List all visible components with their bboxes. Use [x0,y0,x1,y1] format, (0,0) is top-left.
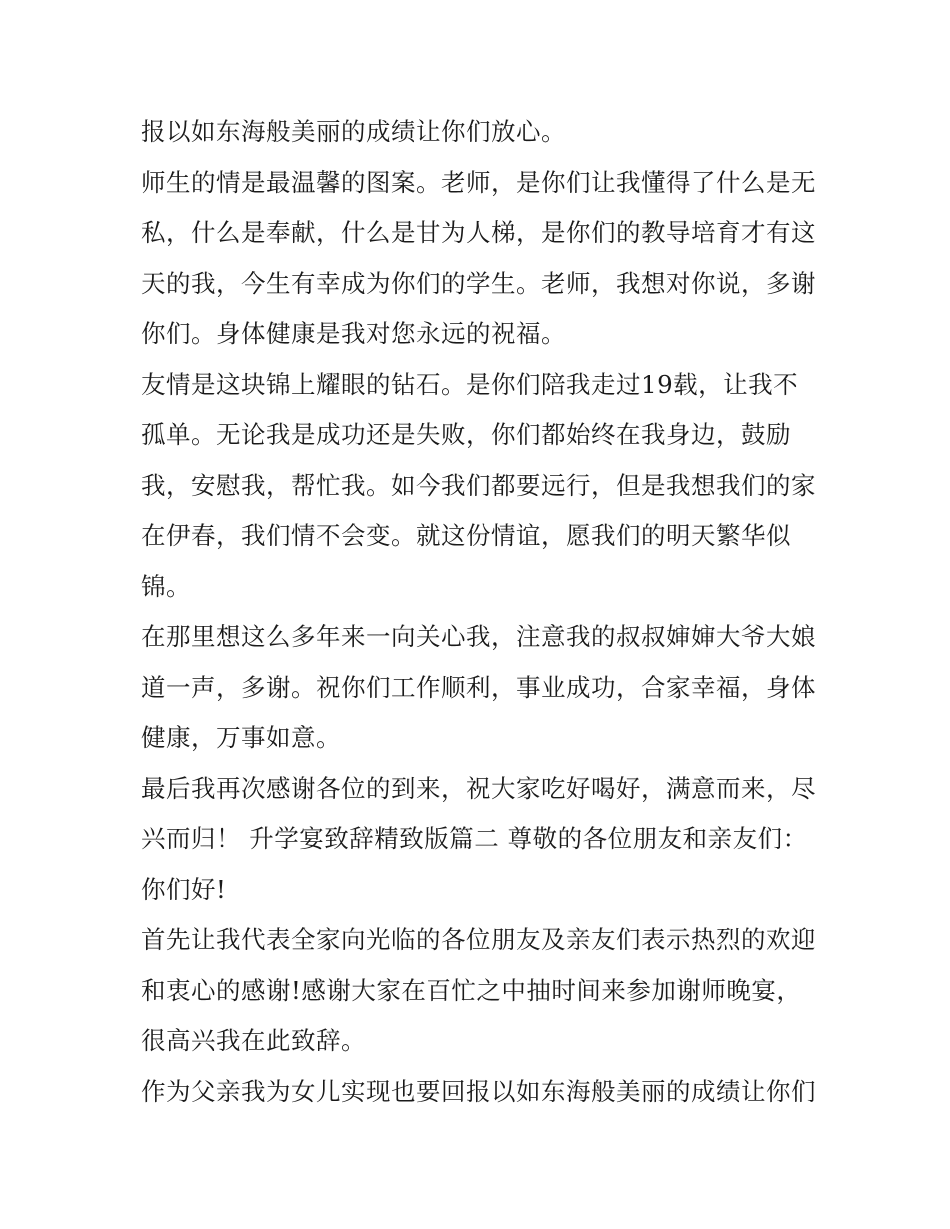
text-line: 私，什么是奉献，什么是甘为人梯，是你们的教导培育才有这 [141,218,816,247]
text-line: 首先让我代表全家向光临的各位朋友及亲友们表示热烈的欢迎 [141,925,816,954]
text-line: 报以如东海般美丽的成绩让你们放心。 [141,117,566,146]
text-line: 健康，万事如意。 [141,723,341,752]
text-line: 兴而归！ 升学宴致辞精致版篇二 尊敬的各位朋友和亲友们： [141,824,808,853]
text-line: 师生的情是最温馨的图案。老师，是你们让我懂得了什么是无 [141,167,816,197]
document-body [141,107,821,1117]
text-line: 在伊春，我们情不会变。就这份情谊，愿我们的明天繁华似 [141,521,791,550]
text-line: 在那里想这么多年来一向关心我，注意我的叔叔婶婶大爷大娘 [141,622,816,651]
text-line: 道一声，多谢。祝你们工作顺利，事业成功，合家幸福，身体 [141,672,816,702]
text-line: 我，安慰我，帮忙我。如今我们都要远行，但是我想我们的家 [141,470,816,500]
text-line: 孤单。无论我是成功还是失败，你们都始终在我身边，鼓励 [141,420,791,449]
text-line: 你们好! [141,874,227,904]
text-line: 你们。身体健康是我对您永远的祝福。 [141,319,566,348]
text-line: 友情是这块锦上耀眼的钻石。是你们陪我走过19载，让我不 [141,369,799,399]
text-line: 很高兴我在此致辞。 [141,1026,366,1055]
text-line: 和衷心的感谢!感谢大家在百忙之中抽时间来参加谢师晚宴， [141,975,802,1005]
text-line: 作为父亲我为女儿实现也要回报以如东海般美丽的成绩让你们 [141,1076,816,1106]
text-line: 锦。 [141,571,191,601]
text-line: 天的我，今生有幸成为你们的学生。老师，我想对你说，多谢 [141,268,816,298]
text-line: 最后我再次感谢各位的到来，祝大家吃好喝好，满意而来，尽 [141,773,816,803]
